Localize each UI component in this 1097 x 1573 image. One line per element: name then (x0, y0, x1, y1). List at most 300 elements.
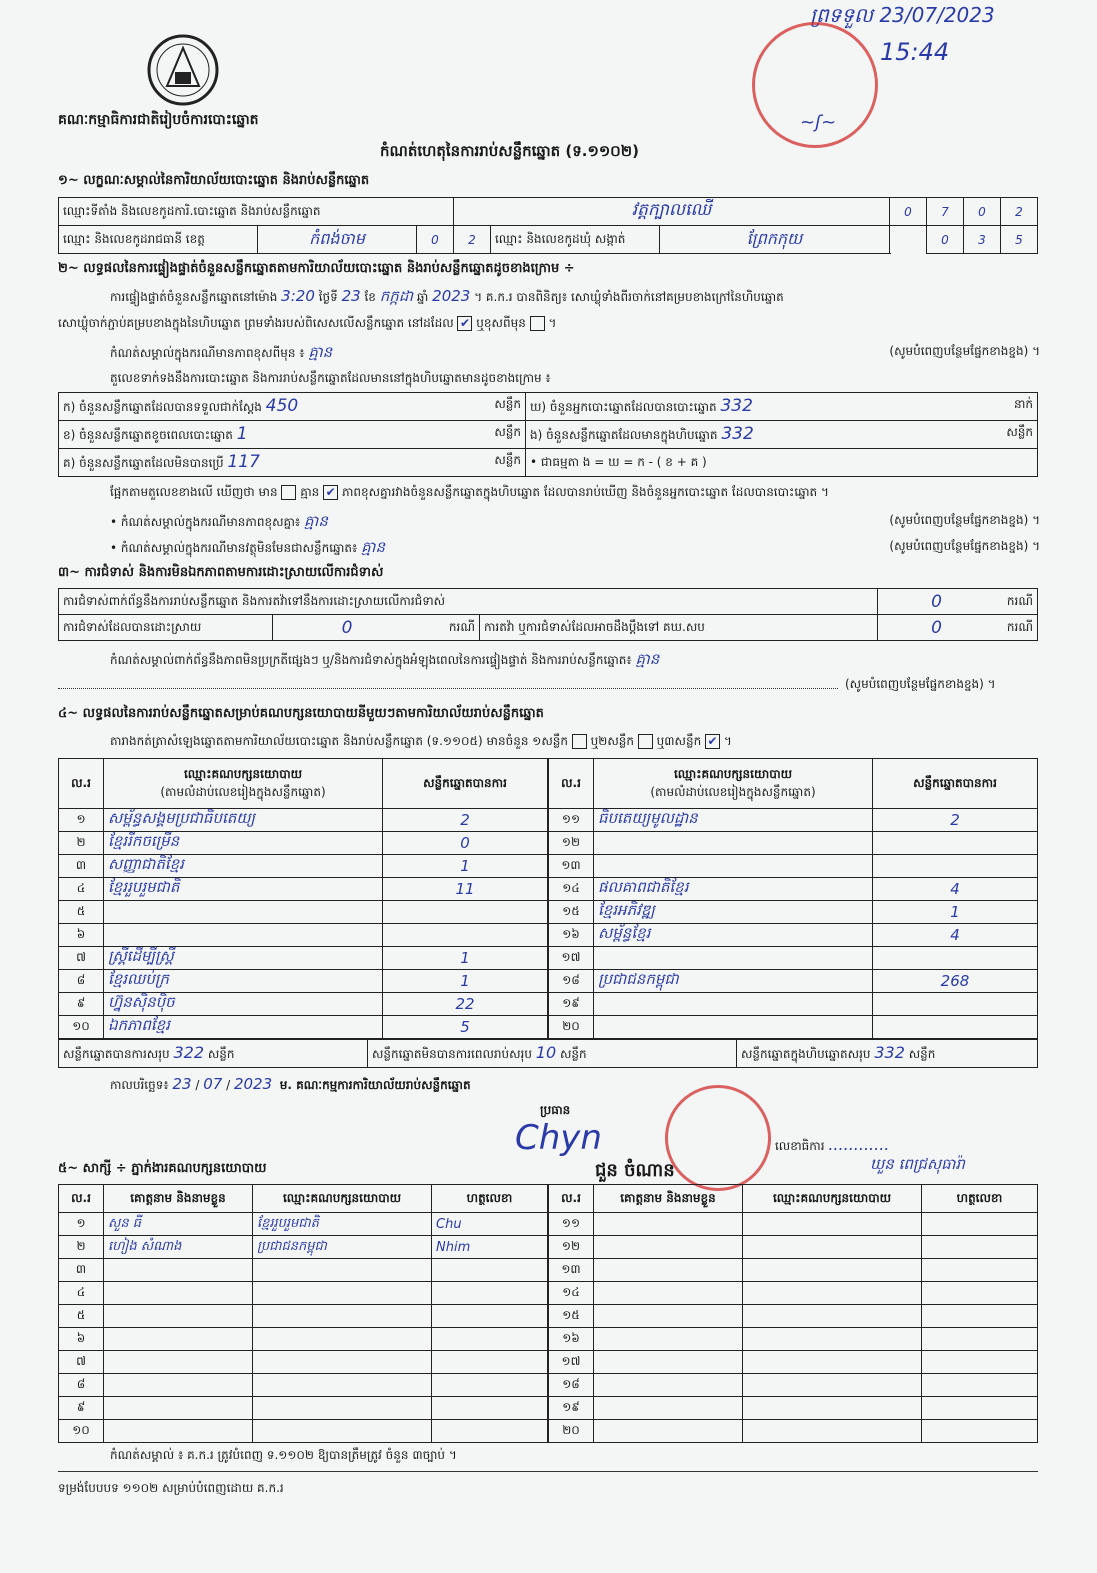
unit-label: សន្លឹក (207, 1047, 235, 1061)
vote-count: 11 (383, 878, 548, 901)
col-sign-header: ហត្ថលេខា (432, 1185, 548, 1213)
party-name: ផលគាពជាតិខ្មែរ (594, 878, 873, 901)
empty-cell (922, 1328, 1038, 1351)
col-party-subheader: (តាមលំដាប់លេខរៀងក្នុងសន្លឹកឆ្នោត) (650, 784, 816, 799)
row-number: ១៤ (549, 878, 594, 901)
witness-no: ២ (59, 1236, 104, 1259)
col-no-header: ល.រ (549, 1185, 594, 1213)
location-code-digit: 0 (890, 198, 927, 226)
table-row (59, 1374, 548, 1397)
section5-heading: ៥~ សាក្សី ÷ ភ្នាក់ងារគណបក្សនយោបាយ (58, 1161, 267, 1176)
total-box-value: 332 (874, 1043, 905, 1062)
row-number: ៧ (59, 947, 104, 970)
col-no-header: ល.រ (549, 759, 594, 809)
figures-intro: តួលេខទាក់ទងនឹងការបោះឆ្នោត និងការរាប់សន្លឹកឆ្នោតដែលមាននៅក្នុងហិបឆ្នោតមានដូចខាងក្រោម ៖ (110, 371, 551, 385)
party-name: សម្ព័ន្ធសង្គមប្រជាធិបតេយ្យ (104, 809, 383, 832)
empty-cell (743, 1328, 922, 1351)
secretary-line: លេខាធិការ ............ (775, 1135, 890, 1154)
tally-sheet-line: តារាងកត់ត្រាសំឡេងឆ្នោតតាមការិយាល័យបោះឆ្នោត និងរាប់សន្លឹកឆ្នោត (ទ.១១០៥) មានចំនួន ១សន្លឹក ឬ២សន្លឹក ឬ៣សន្លឹក ✔ ។ (110, 734, 732, 748)
unit-label: សន្លឹក (494, 453, 521, 467)
row-number: ១៦ (549, 1328, 594, 1351)
col-party-header: ឈ្មោះគណបក្សនយោបាយ (253, 1185, 432, 1213)
complaints-value: 0 (877, 589, 996, 615)
witness-no: ៩ (59, 1397, 104, 1420)
resolved-label: ការជំទាស់ដែលបានដោះស្រាយ (59, 615, 273, 641)
vote-count: 5 (383, 1016, 548, 1039)
row-number: ១៥ (549, 901, 594, 924)
witness-name (104, 1282, 253, 1305)
commune-label: ឈ្មោះ និងលេខកូដឃុំ សង្កាត់ (491, 226, 660, 254)
voters-value: 332 (720, 396, 753, 416)
received-ballots-value: 450 (265, 396, 299, 416)
col-name-header: គោត្តនាម និងនាមខ្លួន (594, 1185, 743, 1213)
vote-count: 1 (383, 970, 548, 993)
top-signature: ~ʃ~ (800, 112, 837, 133)
form-title: កំណត់ហេតុនៃការរាប់សន្លឹកឆ្នោត (ទ.១១០២) (380, 142, 640, 160)
chair-name: ជួន ចំណាន (595, 1160, 675, 1181)
witness-no: ៥ (59, 1305, 104, 1328)
row-number: ១៨ (549, 970, 594, 993)
vote-count (873, 947, 1038, 970)
total-valid-value: 322 (173, 1043, 205, 1062)
table-row (549, 1213, 1038, 1236)
witness-table-right (548, 1184, 1038, 1443)
witness-party (253, 1305, 432, 1328)
witness-sign (432, 1397, 548, 1420)
official-stamp-bottom (665, 1085, 771, 1191)
row-number: ១៤ (549, 1282, 594, 1305)
party-name: ហ្វ៊ុនស៊ិនប៉ិច (104, 993, 383, 1016)
empty-cell (594, 1282, 743, 1305)
witness-party (253, 1374, 432, 1397)
foreign-object-value: គ្មាន (361, 538, 385, 556)
difference-note-label: • កំណត់សម្គាល់ក្នុងករណីមានភាពខុសគ្នា៖ (110, 515, 301, 529)
party-name (104, 924, 383, 947)
row-number: ៣ (59, 855, 104, 878)
province-code-digit: 2 (454, 226, 491, 254)
table-row (59, 924, 548, 947)
vote-count: 2 (873, 809, 1038, 832)
three-sheets-label: ឬ៣សន្លឹក (656, 734, 702, 748)
party-name (594, 947, 873, 970)
witness-table-left (58, 1184, 548, 1443)
empty-cell (743, 1305, 922, 1328)
col-no-header: ល.រ (59, 1185, 104, 1213)
total-invalid-value: 10 (535, 1043, 557, 1062)
row-number: ១៧ (549, 947, 594, 970)
row-number: ១៦ (549, 924, 594, 947)
party-name: ស្ត្រីដើម្បីស្ត្រី (104, 947, 383, 970)
difference-check-line (110, 484, 829, 502)
table-row (59, 1305, 548, 1328)
unit-label: នាក់ (1013, 397, 1033, 411)
empty-cell (743, 1236, 922, 1259)
table-row (59, 993, 548, 1016)
empty-cell (743, 1213, 922, 1236)
row-number: ៩ (59, 993, 104, 1016)
unused-ballots-value: 117 (227, 452, 260, 472)
empty-cell (743, 1259, 922, 1282)
witness-no: ៨ (59, 1374, 104, 1397)
vote-count: 4 (873, 878, 1038, 901)
row-number: ១២ (549, 1236, 594, 1259)
vote-count (873, 832, 1038, 855)
row-number: ១៩ (549, 993, 594, 1016)
witness-no: ១០ (59, 1420, 104, 1443)
dotted-line (58, 676, 838, 689)
vote-count: 1 (383, 855, 548, 878)
received-time-note: 15:44 (880, 38, 950, 66)
col-votes-header: សន្លឹកឆ្នោតបានការ (383, 759, 548, 809)
results-table-right (548, 758, 1038, 1039)
row-number: ១១ (549, 809, 594, 832)
table-row (59, 1259, 548, 1282)
row-number: ១៨ (549, 1374, 594, 1397)
col-sign-header: ហត្ថលេខា (922, 1185, 1038, 1213)
complaints-table (58, 588, 1038, 641)
witness-sign (432, 1259, 548, 1282)
witness-no: ៣ (59, 1259, 104, 1282)
empty-cell (594, 1351, 743, 1374)
row-number: ៥ (59, 901, 104, 924)
figures-table: ក) ចំនួនសន្លឹកឆ្នោតដែលបានទទួលជាក់ស្តែង 450 សន្លឹក ឃ) ចំនួនអ្នកបោះឆ្នោតដែលបានបោះឆ្នោត 332 នាក់ ខ) ចំនួនសន្លឹកឆ្នោតខូចពេលបោះឆ្នោត 1 សន្លឹក ង) ចំនួនសន្លឹកឆ្នោតដែលមានក្នុងហិបឆ្នោត 332 សន្លឹក គ) ចំនួនសន្លឹកឆ្នោតដែលមិនបានប្រើ 117 សន្លឹក • ជាធម្មតា ង = ឃ = ក - ( ខ + គ ) (58, 392, 1038, 477)
party-name: ខ្មែរអភិវឌ្ឍ (594, 901, 873, 924)
complaints-label: ការជំទាស់ពាក់ព័ន្ធនឹងការរាប់សន្លឹកឆ្នោត និងការតវ៉ាទៅនឹងការដោះស្រាយលើការជំទាស់ (59, 589, 878, 615)
empty-cell (922, 1259, 1038, 1282)
day-label: ថ្ងៃទី (318, 290, 338, 304)
verification-time: 3:20 (281, 287, 315, 305)
changed-checkbox[interactable] (530, 316, 545, 331)
year-label: ឆ្នាំ (416, 290, 429, 304)
location-value: វត្តក្បាលឈើ (454, 198, 890, 226)
witness-name: សួន ធី (104, 1213, 253, 1236)
seal-note-line (110, 343, 1040, 365)
footer-divider (58, 1471, 1038, 1472)
vote-count: 1 (383, 947, 548, 970)
form-footer: ទម្រង់បែបបទ ១១០២ សម្រាប់បំពេញដោយ គ.ក.រ (58, 1481, 284, 1495)
location-code-digit: 7 (927, 198, 964, 226)
totals-table (58, 1039, 1038, 1068)
empty-cell (594, 1420, 743, 1443)
commune-code-digit: 0 (927, 226, 964, 254)
difference-tail: ភាពខុសគ្នារវាងចំនួនសន្លឹកឆ្នោតក្នុងហិបឆ្នោត ដែលបានរាប់ឃើញ និងចំនួនអ្នកបោះឆ្នោត ដែលបានបោះឆ្នោត ។ (341, 485, 829, 499)
witness-name (104, 1397, 253, 1420)
location-code-digit: 2 (1001, 198, 1038, 226)
party-name (594, 855, 873, 878)
one-sheet-checkbox[interactable] (572, 734, 587, 749)
row-number: ១២ (549, 832, 594, 855)
table-row (549, 993, 1038, 1016)
table-row (549, 1305, 1038, 1328)
chair-label: ប្រធាន (540, 1103, 571, 1117)
witness-sign (432, 1282, 548, 1305)
party-name (594, 832, 873, 855)
empty-cell (743, 1282, 922, 1305)
table-row (549, 901, 1038, 924)
row-number: ១៥ (549, 1305, 594, 1328)
empty-cell (594, 1259, 743, 1282)
witness-no: ៤ (59, 1282, 104, 1305)
table-row (549, 947, 1038, 970)
ballots-in-box-label: ង) ចំនួនសន្លឹកឆ្នោតដែលមានក្នុងហិបឆ្នោត (530, 428, 718, 442)
total-invalid-label: សន្លឹកឆ្នោតមិនបានការពេលរាប់សរុប (372, 1047, 532, 1061)
fill-hint: (សូមបំពេញបន្ថែមផ្នែកខាងខ្នង) ។ (889, 344, 1040, 358)
witness-no: ៧ (59, 1351, 104, 1374)
verification-line2: សោឃ្លុំចាក់ភ្ជាប់គម្របខាងក្នុងនៃហិបឆ្នោត ព្រមទាំងរបស់ពិសេសលើសន្លឹកឆ្នោត នៅដដែល ✔ ឬខុសពីមុន ។ (58, 316, 557, 330)
empty-cell (594, 1397, 743, 1420)
witness-sign: Nhim (432, 1236, 548, 1259)
party-name: ប្រជាជនកម្ពុជា (594, 970, 873, 993)
witness-no: ១ (59, 1213, 104, 1236)
table-row (59, 1236, 548, 1259)
empty-cell (922, 1420, 1038, 1443)
witness-party: ខ្មែររួបរួមជាតិ (253, 1213, 432, 1236)
received-ballots-label: ក) ចំនួនសន្លឹកឆ្នោតដែលបានទទួលជាក់ស្តែង (63, 400, 262, 414)
table-row (59, 1397, 548, 1420)
date-day: 23 (172, 1075, 192, 1093)
vote-count: 268 (873, 970, 1038, 993)
results-table-left (58, 758, 548, 1039)
table-row (549, 1282, 1038, 1305)
irregularity-note-line (110, 650, 1040, 672)
vote-count: 4 (873, 924, 1038, 947)
table-row (59, 1016, 548, 1039)
row-number: ១៣ (549, 1259, 594, 1282)
date-year: 2023 (233, 1075, 273, 1093)
unit-label: សន្លឹក (559, 1047, 587, 1061)
table-row (59, 1282, 548, 1305)
two-sheets-checkbox[interactable] (638, 734, 653, 749)
party-name (594, 1016, 873, 1039)
seal-note-value: គ្មាន (308, 343, 333, 361)
fill-hint: (សូមបំពេញបន្ថែមផ្នែកខាងខ្នង) ។ (889, 539, 1040, 553)
party-name: ខ្មែររីកចម្រើន (104, 832, 383, 855)
empty-cell (594, 1374, 743, 1397)
witness-name (104, 1305, 253, 1328)
row-number: ២ (59, 832, 104, 855)
spoiled-ballots-label: ខ) ចំនួនសន្លឹកឆ្នោតខូចពេលបោះឆ្នោត (63, 428, 233, 442)
col-party-header: ឈ្មោះគណបក្សនយោបាយ (183, 766, 303, 781)
party-name: ខ្មែររួបរួមជាតិ (104, 878, 383, 901)
row-number: ១១ (549, 1213, 594, 1236)
month-label: ខែ (364, 290, 376, 304)
col-party-subheader: (តាមលំដាប់លេខរៀងក្នុងសន្លឹកឆ្នោត) (160, 784, 326, 799)
party-name: ខ្មែរឈប់ក្រ (104, 970, 383, 993)
section1-table (58, 197, 1038, 254)
vote-count (873, 993, 1038, 1016)
col-no-header: ល.រ (59, 759, 104, 809)
witness-name (104, 1420, 253, 1443)
table-row (549, 1236, 1038, 1259)
table-row (59, 947, 548, 970)
verification-day: 23 (341, 287, 361, 305)
empty-cell (594, 1328, 743, 1351)
tally-intro: តារាងកត់ត្រាសំឡេងឆ្នោតតាមការិយាល័យបោះឆ្នោត និងរាប់សន្លឹកឆ្នោត (ទ.១១០៥) មានចំនួន ១សន្លឹក (110, 734, 568, 748)
vote-count: 1 (873, 901, 1038, 924)
party-name: ឯកភាពខ្មែរ (104, 1016, 383, 1039)
vote-count (383, 901, 548, 924)
org-name: គណៈកម្មាធិការជាតិរៀបចំការបោះឆ្នោត (58, 112, 259, 128)
party-name: សម្ព័ន្ធខ្មែរ (594, 924, 873, 947)
formula-text: ជាធម្មតា ង = ឃ = ក - ( ខ + គ ) (540, 454, 707, 469)
location-label: ឈ្មោះទីតាំង និងលេខកូដការិ.បោះឆ្នោត និងរាប់សន្លឹកឆ្នោត (59, 198, 454, 226)
vote-count: 22 (383, 993, 548, 1016)
witness-sign (432, 1351, 548, 1374)
vote-count (873, 1016, 1038, 1039)
location-code-digit: 0 (964, 198, 1001, 226)
commune-code-digit: 3 (964, 226, 1001, 254)
table-row (549, 1328, 1038, 1351)
verification-line1 (110, 287, 1040, 309)
witness-party (253, 1397, 432, 1420)
fill-hint: (សូមបំពេញបន្ថែមផ្នែកខាងខ្នង) ។ (889, 513, 1040, 527)
commune-value: ព្រែកកុយ (660, 226, 890, 254)
difference-note-line (110, 512, 1040, 534)
foreign-object-note-line (110, 538, 1040, 560)
table-row (59, 832, 548, 855)
secretary-name: ឃួន ពេជ្រសុធារ៉ា (870, 1155, 965, 1173)
date-label: កាលបរិច្ឆេទ៖ (110, 1078, 169, 1092)
table-row (549, 1374, 1038, 1397)
case-unit: ករណី (421, 615, 480, 641)
witness-name (104, 1328, 253, 1351)
resolved-value: 0 (273, 615, 422, 641)
table-row (549, 832, 1038, 855)
difference-no-checkbox[interactable]: ✔ (323, 485, 338, 500)
ballots-in-box-value: 332 (721, 424, 754, 444)
empty-cell (922, 1351, 1038, 1374)
empty-cell (594, 1236, 743, 1259)
party-name (104, 901, 383, 924)
table-row (549, 1016, 1038, 1039)
witness-sign (432, 1374, 548, 1397)
row-number: ១០ (59, 1016, 104, 1039)
empty-cell (922, 1282, 1038, 1305)
three-sheets-checkbox[interactable]: ✔ (705, 734, 720, 749)
appeal-value: 0 (877, 615, 996, 641)
witness-party: ប្រជាជនកម្ពុជា (253, 1236, 432, 1259)
case-unit: ករណី (996, 589, 1038, 615)
witness-sign: Chu (432, 1213, 548, 1236)
irregularity-note-value: គ្មាន (635, 650, 660, 668)
vote-count (383, 924, 548, 947)
row-number: ៤ (59, 878, 104, 901)
verification-month: កក្កដា (379, 287, 414, 305)
same-checkbox[interactable]: ✔ (457, 316, 472, 331)
party-name: សញ្ញាជាតិខ្មែរ (104, 855, 383, 878)
col-party-header: ឈ្មោះគណបក្សនយោបាយ (673, 766, 793, 781)
difference-no-label: គ្មាន (300, 485, 320, 499)
table-row (549, 1259, 1038, 1282)
province-label: ឈ្មោះ និងលេខកូដរាជធានី ខេត្ត (59, 226, 258, 254)
commune-code-digit: 5 (1001, 226, 1038, 254)
committee-label: ម. គណៈកម្មការការិយាល័យរាប់សន្លឹកឆ្នោត (279, 1078, 471, 1092)
witness-no: ៦ (59, 1328, 104, 1351)
table-row (59, 1351, 548, 1374)
unit-label: សន្លឹក (494, 425, 521, 439)
difference-note-value: គ្មាន (304, 512, 328, 530)
empty-cell (743, 1397, 922, 1420)
witness-name (104, 1351, 253, 1374)
section1-heading: ១~ លក្ខណៈសម្គាល់នៃការិយាល័យបោះឆ្នោត និងរាប់សន្លឹកឆ្នោត (58, 173, 370, 188)
section3-heading: ៣~ ការជំទាស់ និងការមិនឯកភាពតាមការដោះស្រាយលើការជំទាស់ (58, 565, 384, 580)
table-row (59, 809, 548, 832)
unit-label: សន្លឹក (494, 397, 521, 411)
irregularity-note-label: កំណត់សម្គាល់ពាក់ព័ន្ធនឹងភាពមិនប្រក្រតីផ្សេងៗ ឬ/និងការជំទាស់ក្នុងអំឡុងពេលនៃការផ្ទៀងផ្ទាត់ និងការរាប់សន្លឹកឆ្នោត៖ (110, 653, 632, 667)
received-date-note: ព្រទទួល 23/07/2023 (810, 3, 995, 27)
vote-count: 0 (383, 832, 548, 855)
table-row (549, 1420, 1038, 1443)
province-code-digit: 0 (417, 226, 454, 254)
footnote: កំណត់សម្គាល់ ៖ គ.ក.រ ត្រូវបំពេញ ទ.១១០២ ឱ្យបានត្រឹមត្រូវ ចំនួន ៣ច្បាប់ ។ (110, 1448, 457, 1462)
table-row (549, 855, 1038, 878)
table-row (549, 878, 1038, 901)
case-unit: ករណី (996, 615, 1038, 641)
table-row (549, 924, 1038, 947)
table-row (59, 855, 548, 878)
row-number: ១៩ (549, 1397, 594, 1420)
empty-cell (743, 1351, 922, 1374)
verification-time-label: ការផ្ទៀងផ្ទាត់ចំនួនសន្លឹកឆ្នោតនៅម៉ោង (110, 290, 278, 304)
witness-party (253, 1328, 432, 1351)
two-sheets-label: ឬ២សន្លឹក (590, 734, 635, 748)
changed-label: ឬខុសពីមុន (476, 316, 526, 330)
col-name-header: គោត្តនាម និងនាមខ្លួន (104, 1185, 253, 1213)
witness-sign (432, 1420, 548, 1443)
table-row (549, 1351, 1038, 1374)
foreign-object-label: • កំណត់សម្គាល់ក្នុងករណីមានវត្ថុមិនមែនជាសន្លឹកឆ្នោត៖ (110, 541, 358, 555)
witness-name (104, 1374, 253, 1397)
col-votes-header: សន្លឹកឆ្នោតបានការ (873, 759, 1038, 809)
table-row (549, 809, 1038, 832)
spoiled-ballots-value: 1 (236, 424, 248, 444)
date-month: 07 (203, 1075, 223, 1093)
witness-party (253, 1351, 432, 1374)
empty-cell (922, 1213, 1038, 1236)
empty-cell (743, 1374, 922, 1397)
secretary-label: លេខាធិការ (775, 1139, 825, 1153)
empty-cell (922, 1397, 1038, 1420)
empty-cell (922, 1236, 1038, 1259)
party-name (594, 993, 873, 1016)
table-row (59, 901, 548, 924)
chair-signature: Chyn (515, 1118, 602, 1158)
witness-name (104, 1259, 253, 1282)
table-row (549, 1397, 1038, 1420)
party-name: ធិបតេយ្យមូលដ្ឋាន (594, 809, 873, 832)
difference-yes-checkbox[interactable] (281, 485, 296, 500)
row-number: ៦ (59, 924, 104, 947)
fill-hint: (សូមបំពេញបន្ថែមផ្នែកខាងខ្នង) ។ (845, 677, 996, 691)
nec-logo-icon (145, 32, 221, 108)
seal-note-label: កំណត់សម្គាល់ក្នុងករណីមានភាពខុសពីមុន ៖ (110, 346, 305, 360)
witness-party (253, 1259, 432, 1282)
table-row (59, 1213, 548, 1236)
voters-label: ឃ) ចំនួនអ្នកបោះឆ្នោតដែលបានបោះឆ្នោត (530, 400, 717, 414)
witness-party (253, 1420, 432, 1443)
empty-cell (922, 1374, 1038, 1397)
section2-heading: ២~ លទ្ធផលនៃការផ្ទៀងផ្ទាត់ចំនួនសន្លឹកឆ្នោតតាមការិយាល័យបោះឆ្នោត និងរាប់សន្លឹកឆ្នោតដូចខាងក្រោម ÷ (58, 261, 575, 276)
empty-cell (594, 1213, 743, 1236)
section4-heading: ៤~ លទ្ធផលនៃការរាប់សន្លឹកឆ្នោតសម្រាប់គណបក្សនយោបាយនីមួយៗតាមការិយាល័យរាប់សន្លឹកឆ្នោត (58, 706, 544, 721)
total-box-label: សន្លឹកឆ្នោតក្នុងហិបឆ្នោតសរុប (741, 1047, 871, 1061)
province-value: កំពង់ចាម (258, 226, 417, 254)
verification-tail: ។ គ.ក.រ បានពិនិត្យ៖ សោឃ្លុំទាំងពីរចាក់នៅគម្របខាងក្រៅនៃហិបឆ្នោត (474, 290, 784, 304)
empty-cell (743, 1420, 922, 1443)
total-valid-label: សន្លឹកឆ្នោតបានការសរុប (63, 1047, 170, 1061)
row-number: ១ (59, 809, 104, 832)
seal-check-text: សោឃ្លុំចាក់ភ្ជាប់គម្របខាងក្នុងនៃហិបឆ្នោត ព្រមទាំងរបស់ពិសេសលើសន្លឹកឆ្នោត នៅដដែល (58, 316, 454, 330)
